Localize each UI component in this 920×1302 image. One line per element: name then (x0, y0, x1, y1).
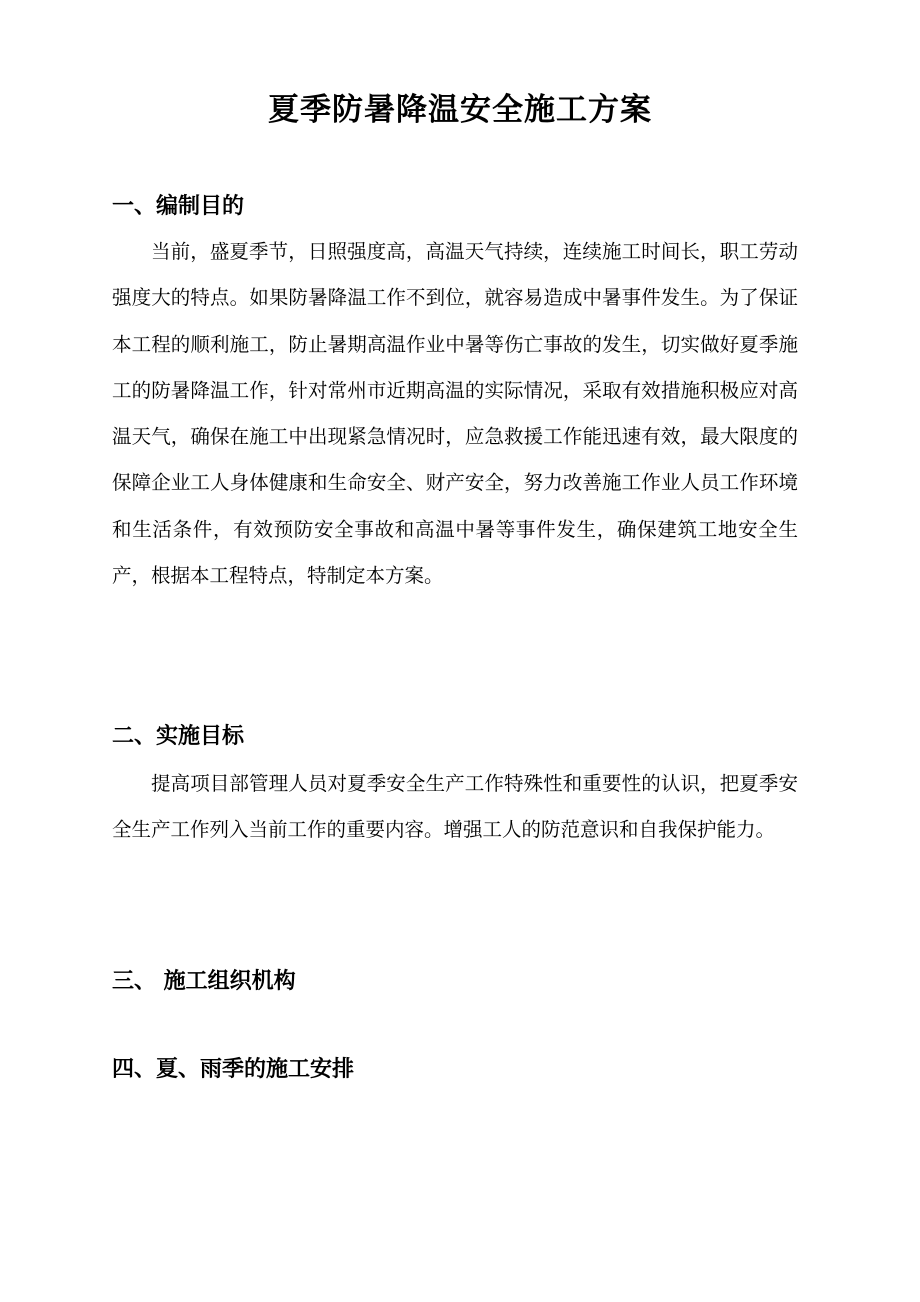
section-heading-schedule: 四、夏、雨季的施工安排 (112, 1056, 355, 1082)
section-heading-purpose: 一、编制目的 (112, 193, 245, 219)
section-body-purpose: 当前，盛夏季节，日照强度高，高温天气持续，连续施工时间长，职工劳动强度大的特点。如果防暑降温工作不到位，就容易造成中暑事件发生。为了保证本工程的顺利施工，防止暑期高温作业中暑等伤亡事故的发生，切实做好夏季施工的防暑降温工作，针对常州市近期高温的实际情况，采取有效措施积极应对高温天气，确保在施工中出现紧急情况时，应急救援工作能迅速有效，最大限度的保障企业工人身体健康和生命安全、财产安全，努力改善施工作业人员工作环境和生活条件，有效预防安全事故和高温中暑等事件发生，确保建筑工地安全生产，根据本工程特点，特制定本方案。 (112, 240, 798, 588)
document-title: 夏季防暑降温安全施工方案 (268, 92, 652, 128)
section-heading-organization: 三、 施工组织机构 (112, 968, 296, 994)
section-heading-goals: 二、实施目标 (112, 723, 245, 749)
section-body-goals: 提高项目部管理人员对夏季安全生产工作特殊性和重要性的认识，把夏季安全生产工作列入当前工作的重要内容。增强工人的防范意识和自我保护能力。 (112, 772, 798, 842)
